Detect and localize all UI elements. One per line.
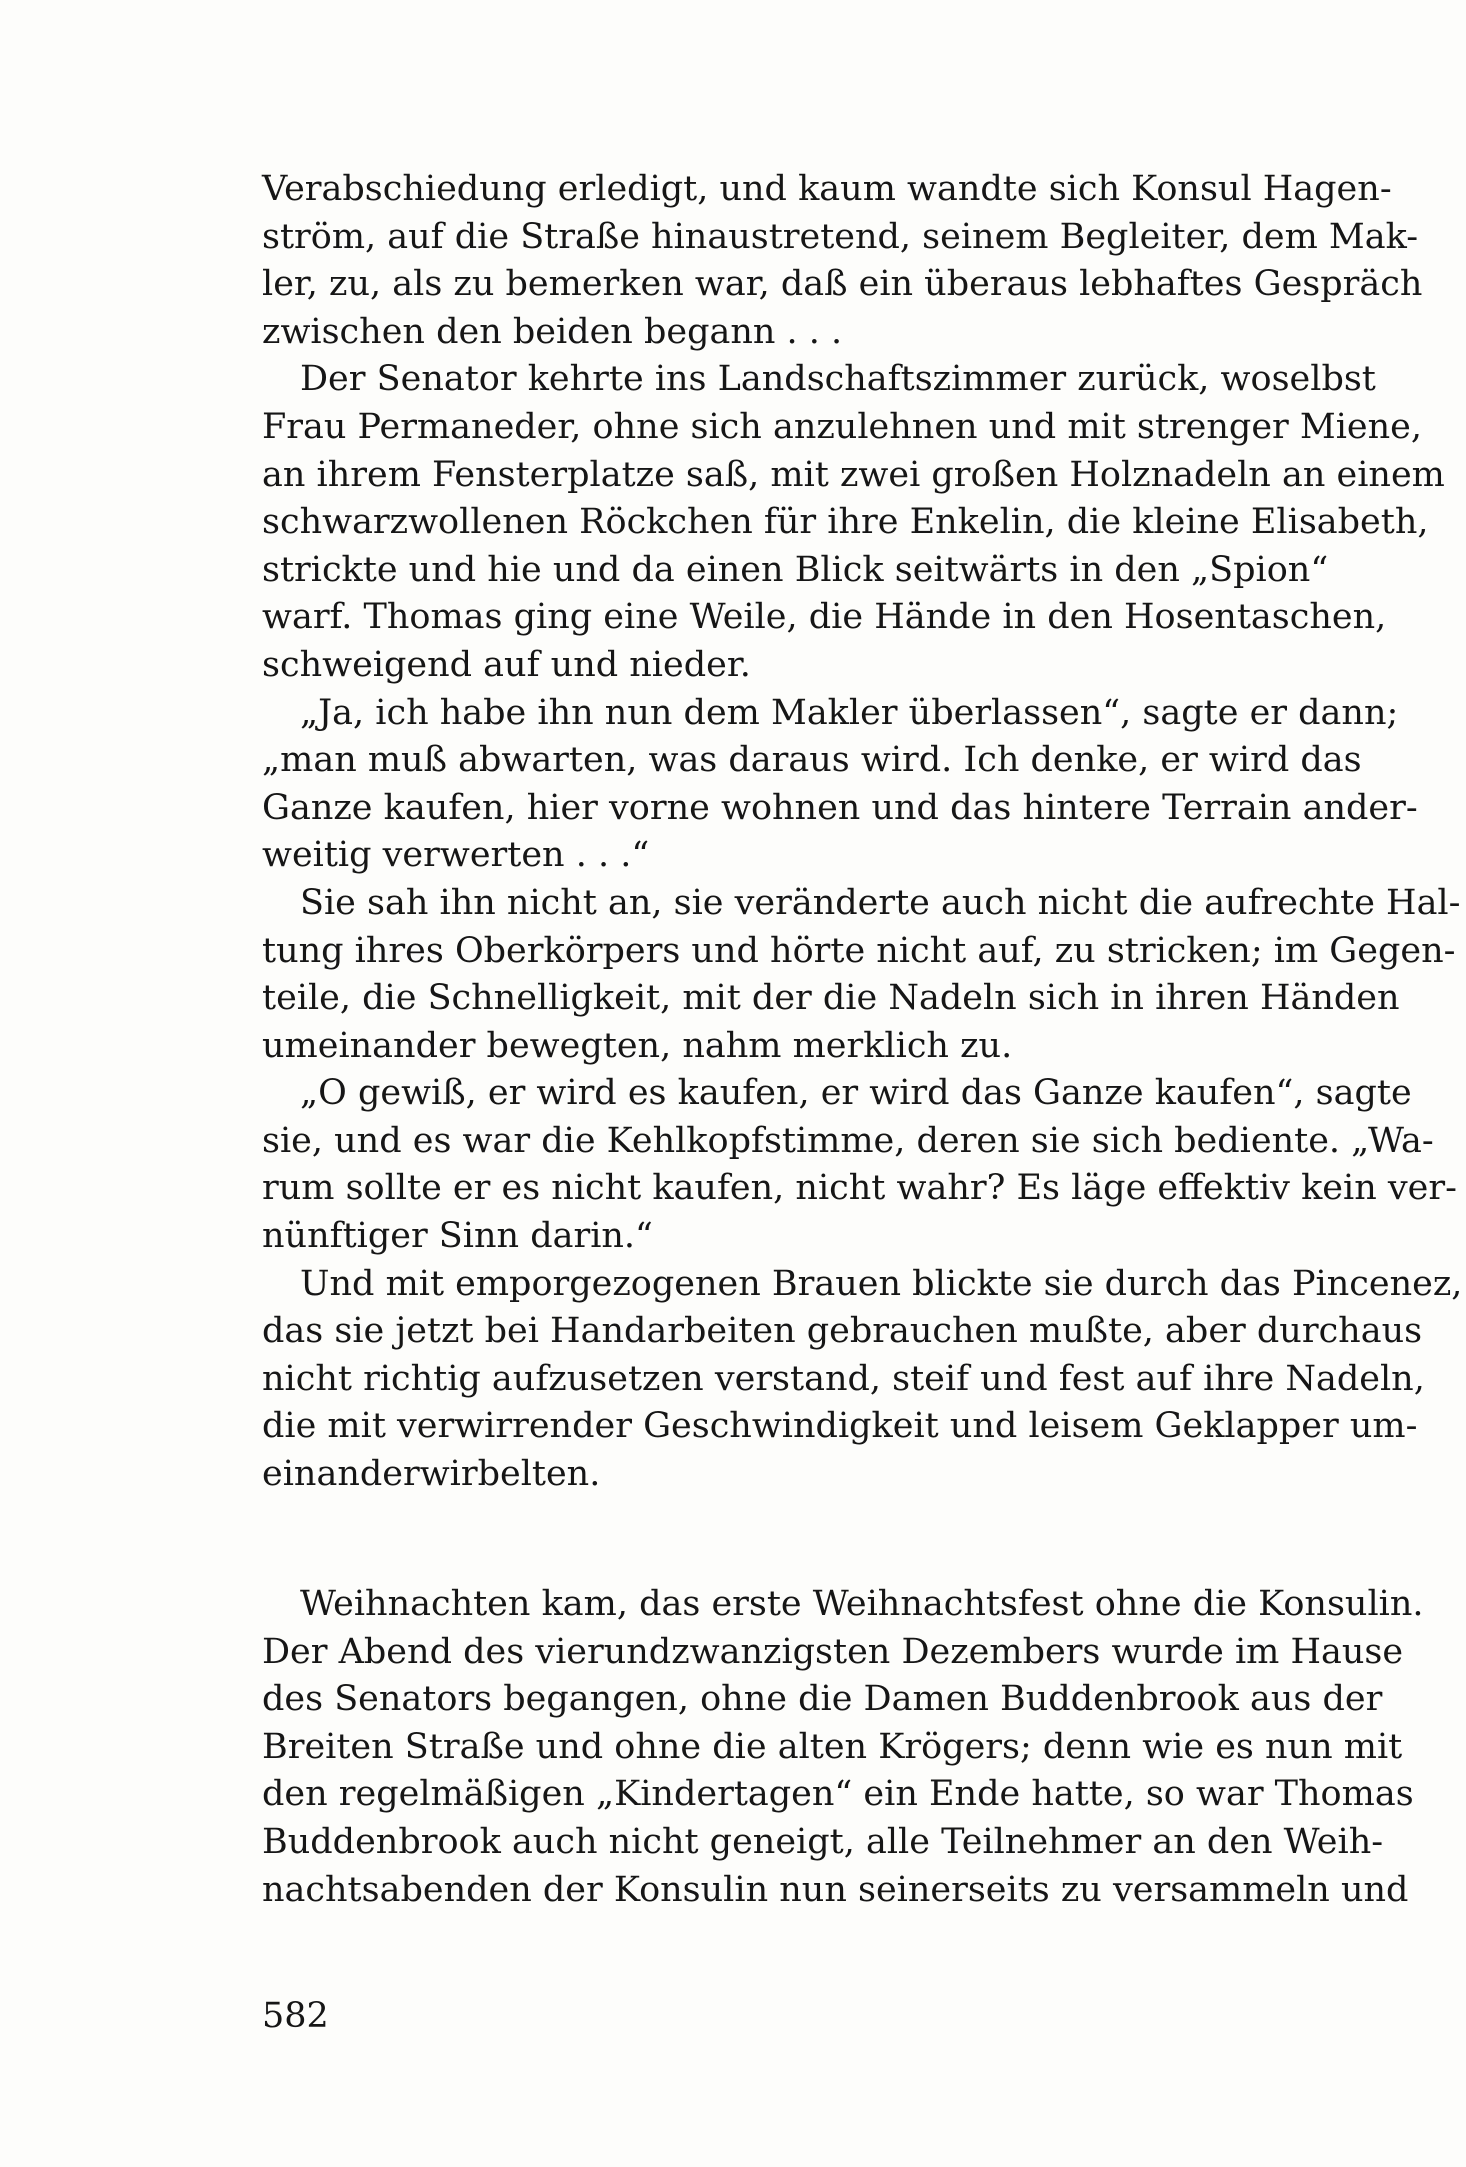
text-line: zwischen den beiden begann . . . — [262, 311, 843, 352]
text-line: umeinander bewegten, nahm merklich zu. — [262, 1025, 1013, 1066]
text-line: des Senators begangen, ohne die Damen Buddenbrook aus der — [262, 1679, 1383, 1720]
text-line: das sie jetzt bei Handarbeiten gebrauchen mußte, aber durchaus — [262, 1311, 1423, 1352]
text-line: ler, zu, als zu bemerken war, daß ein überaus lebhaftes Gespräch — [262, 264, 1423, 305]
text-line: an ihrem Fensterplatze saß, mit zwei großen Holznadeln an einem — [262, 454, 1445, 495]
text-line: die mit verwirrender Geschwindigkeit und leisem Geklapper um- — [262, 1406, 1418, 1447]
text-line: „O gewiß, er wird es kaufen, er wird das Ganze kaufen“, sagte — [300, 1073, 1412, 1114]
text-line: rum sollte er es nicht kaufen, nicht wahr? Es läge effektiv kein ver- — [262, 1168, 1457, 1209]
text-line: „Ja, ich habe ihn nun dem Makler überlassen“, sagte er dann; — [300, 692, 1399, 733]
text-line: nachtsabenden der Konsulin nun seinerseits zu versammeln und — [262, 1869, 1409, 1910]
text-line: Ganze kaufen, hier vorne wohnen und das hintere Terrain ander- — [262, 787, 1418, 828]
text-line: schwarzwollenen Röckchen für ihre Enkelin, die kleine Elisabeth, — [262, 502, 1429, 543]
text-line: Buddenbrook auch nicht geneigt, alle Teilnehmer an den Weih- — [262, 1821, 1384, 1862]
text-line: tung ihres Oberkörpers und hörte nicht auf, zu stricken; im Gegen- — [262, 930, 1456, 971]
text-line: weitig verwerten . . .“ — [262, 835, 650, 876]
text-line: strickte und hie und da einen Blick seitwärts in den „Spion“ — [262, 549, 1329, 590]
text-line: den regelmäßigen „Kindertagen“ ein Ende hatte, so war Thomas — [262, 1774, 1414, 1815]
text-line: warf. Thomas ging eine Weile, die Hände in den Hosentaschen, — [262, 597, 1387, 638]
text-line: nicht richtig aufzusetzen verstand, steif und fest auf ihre Nadeln, — [262, 1358, 1425, 1399]
text-line: „man muß abwarten, was daraus wird. Ich denke, er wird das — [262, 740, 1362, 781]
text-line: ström, auf die Straße hinaustretend, seinem Begleiter, dem Mak- — [262, 216, 1419, 257]
page-number: 582 — [262, 1996, 329, 2036]
text-line: Frau Permaneder, ohne sich anzulehnen und mit strenger Miene, — [262, 406, 1423, 447]
text-line: Der Abend des vierundzwanzigsten Dezembers wurde im Hause — [262, 1631, 1404, 1672]
text-line: teile, die Schnelligkeit, mit der die Nadeln sich in ihren Händen — [262, 978, 1400, 1019]
text-line: nünftiger Sinn darin.“ — [262, 1216, 653, 1257]
text-line: Der Senator kehrte ins Landschaftszimmer zurück, woselbst — [300, 359, 1376, 400]
text-section-1 — [262, 166, 1463, 1499]
text-line: Und mit emporgezogenen Brauen blickte sie durch das Pincenez, — [300, 1263, 1463, 1304]
text-section-2 — [262, 1581, 1424, 1914]
text-line: schweigend auf und nieder. — [262, 644, 751, 685]
text-line: sie, und es war die Kehlkopfstimme, deren sie sich bediente. „Wa- — [262, 1120, 1434, 1161]
text-line: Sie sah ihn nicht an, sie veränderte auch nicht die aufrechte Hal- — [300, 882, 1461, 923]
text-line: Weihnachten kam, das erste Weihnachtsfest ohne die Konsulin. — [300, 1584, 1424, 1624]
text-line: Verabschiedung erledigt, und kaum wandte sich Konsul Hagen- — [262, 169, 1392, 209]
text-line: Breiten Straße und ohne die alten Krögers; denn wie es nun mit — [262, 1726, 1403, 1767]
text-line: einanderwirbelten. — [262, 1454, 601, 1495]
